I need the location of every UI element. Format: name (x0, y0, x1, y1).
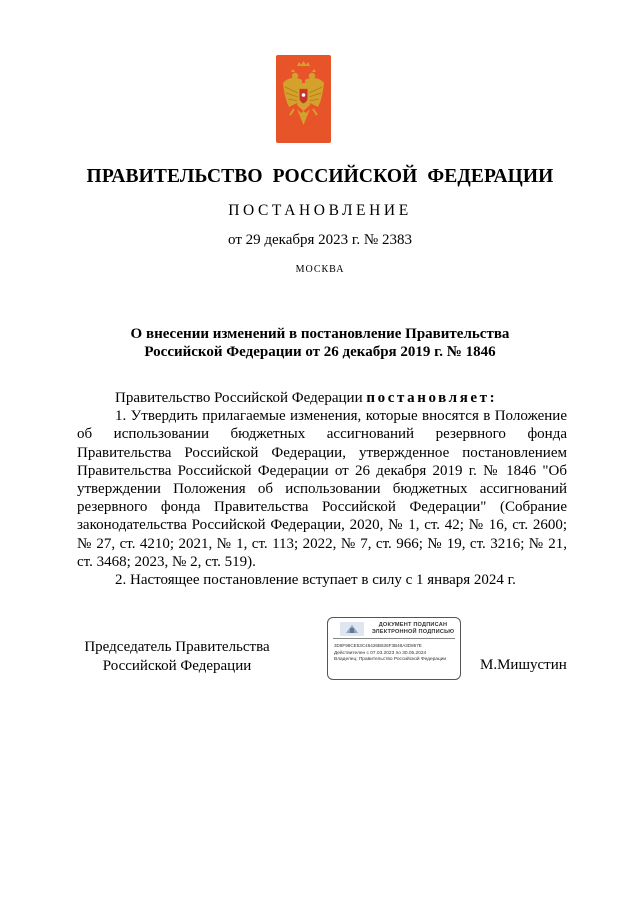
stamp-owner: Владелец: Правительство Российской Федерации (334, 657, 447, 662)
document-place: МОСКВА (295, 264, 345, 275)
stamp-header-line-2: ЭЛЕКТРОННОЙ ПОДПИСЬЮ (371, 629, 455, 635)
intro-verb: постановляет: (366, 390, 498, 406)
emblem-small-icon (340, 622, 364, 636)
stamp-divider (333, 638, 455, 639)
paragraph-2: 2. Настоящее постановление вступает в силу с 1 января 2024 г. (115, 572, 516, 589)
document-heading (60, 325, 580, 361)
position-line-2: Российской Федерации (102, 657, 252, 674)
intro-prefix: Правительство Российской Федерации (115, 390, 363, 406)
heading-line-2: Российской Федерации от 26 декабря 2019 г. № 1846 (144, 344, 496, 360)
signatory-position (77, 638, 277, 675)
position-line-1: Председатель Правительства (84, 639, 270, 655)
intro-paragraph (77, 389, 567, 407)
document-date-number: от 29 декабря 2023 г. № 2383 (228, 232, 412, 248)
coat-of-arms-emblem (276, 55, 331, 143)
signatory-name: М.Мишустин (480, 657, 567, 673)
coat-of-arms-icon (276, 55, 331, 143)
paragraph-1: 1. Утвердить прилагаемые изменения, которые вносятся в Положение об использовании бюджетных ассигнований резервного фонда Правительства Российской Федерации, утвержденное постановлением Правительства Российской Федерации от 26 декабря 2019 г. № 1846 "Об утверждении Положения об использовании бюджетных ассигнований резервного фонда Правительства Российской Федерации" (Собрание законодательства Российской Федерации, 2020, № 1, ст. 42; № 16, ст. 2600; № 27, ст. 4210; 2021, № 1, ст. 113; 2022, № 7, ст. 966; № 19, ст. 3216; № 21, ст. 3468; 2023, № 2, ст. 519). (77, 408, 567, 570)
stamp-certificate: 3D8F98CE53C46426B636F3B48A3D867E (334, 643, 422, 648)
document-type: ПОСТАНОВЛЕНИЕ (228, 202, 412, 219)
stamp-header (368, 622, 458, 636)
electronic-signature-stamp (327, 617, 461, 680)
heading-line-1: О внесении изменений в постановление Правительства (130, 326, 510, 342)
document-body (77, 389, 567, 589)
stamp-header-line-1: ДОКУМЕНТ ПОДПИСАН (378, 622, 448, 628)
government-title: ПРАВИТЕЛЬСТВО РОССИЙСКОЙ ФЕДЕРАЦИИ (86, 166, 554, 187)
stamp-validity: Действителен с 07.03.2023 по 30.05.2024 (334, 651, 427, 656)
